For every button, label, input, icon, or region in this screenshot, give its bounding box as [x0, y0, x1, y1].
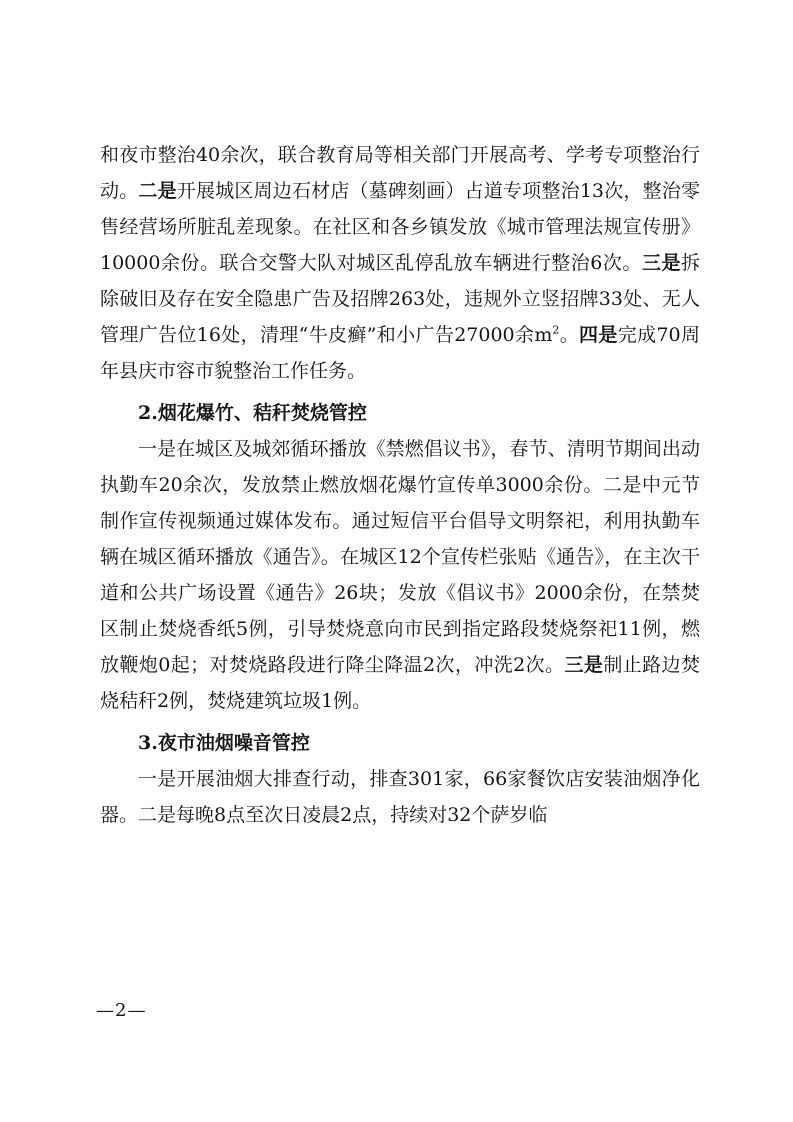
emphasis-run: 二是	[138, 180, 177, 202]
text-run: 在城区及城郊循环播放《禁燃倡议书》，春节、清明节期间出动执勤车20余次，发放禁止燃放烟花爆竹宣传单3000余份。	[100, 438, 700, 496]
text-run: 。	[559, 324, 580, 346]
text-run: 一是	[138, 768, 177, 790]
page-number: —2—	[96, 1000, 147, 1021]
text-run: 完成70周年县庆市容市貌整治工作任务。	[100, 324, 700, 382]
document-body	[100, 137, 700, 833]
emphasis-run: 四是	[579, 324, 618, 346]
paragraph-3	[100, 761, 700, 833]
emphasis-run: 三是	[564, 654, 604, 676]
text-run: 中元节制作宣传视频通过媒体发布。通过短信平台倡导文明祭祀，利用执勤车辆在城区循环播放《通告》。在城区12个宣传栏张贴《通告》，在主次干道和公共广场设置《通告》26块；发放《倡议书》2000余份，在禁焚区制止焚烧香纸5例，引导焚烧意向市民到指定路段焚烧祭祀11例，燃放鞭炮0起；对焚烧路段进行降尘降温2次，冲洗2次。	[100, 474, 700, 676]
text-run: 和夜市整治40余次，联合教育局等相关部门开展高考、学考专项整治行动。	[100, 144, 700, 202]
text-run: 一是	[138, 438, 177, 460]
superscript: 2	[552, 323, 560, 337]
text-run: 开展城区周边石材店（墓碑刻画）占道专项整治13次，整治零售经营场所脏乱差现象。在社区和各乡镇发放《城市管理法规宣传册》10000余份。联合交警大队对城区乱停乱放车辆进行整治6次。	[100, 180, 700, 274]
paragraph-2	[100, 431, 700, 719]
paragraph-1	[100, 137, 700, 389]
text-run: 每晚8点至次日凌晨2点，持续对32个萨岁临	[176, 804, 548, 826]
section-heading-2: 2.烟花爆竹、秸秆焚烧管控	[138, 402, 367, 424]
text-run: 制止路边焚烧秸秆2例，焚烧建筑垃圾1例。	[100, 654, 700, 712]
emphasis-run: 三是	[641, 252, 681, 274]
text-run: 二是	[138, 804, 177, 826]
section-heading-3: 3.夜市油烟噪音管控	[138, 732, 310, 754]
text-run: 二是	[602, 474, 642, 496]
text-run: 拆除破旧及存在安全隐患广告及招牌263处，违规外立竖招牌33处、无人管理广告位16处，清理“牛皮癣”和小广告27000余m	[100, 252, 700, 346]
text-run: 开展油烟大排查行动，排查301家，66家餐饮店安装油烟净化器。	[100, 768, 700, 826]
